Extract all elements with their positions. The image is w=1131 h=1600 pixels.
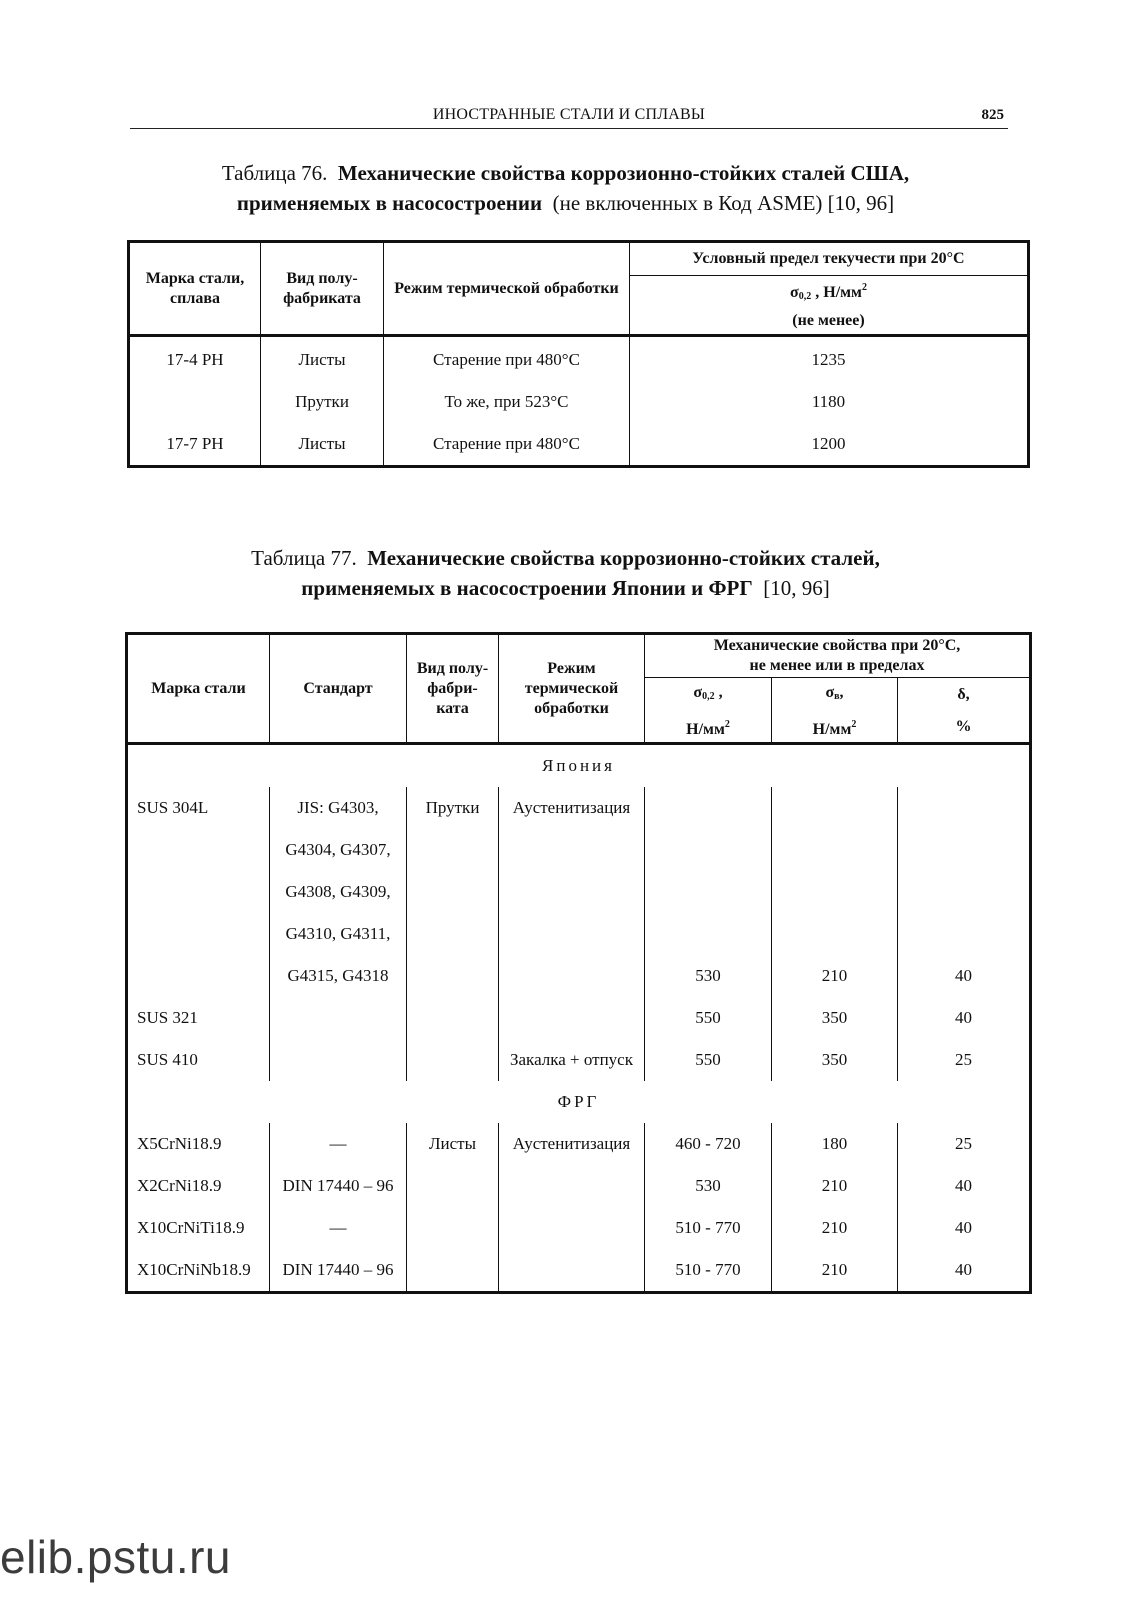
cell-grade: X5CrNi18.9 xyxy=(127,1123,270,1165)
cell-treatment xyxy=(499,913,645,955)
cell-sigma02 xyxy=(645,829,772,871)
t77-header-unit-delta: % xyxy=(898,712,1031,744)
cell-product: Листы xyxy=(261,336,384,382)
cell-grade: X10CrNiTi18.9 xyxy=(127,1207,270,1249)
cell-sigma02: 510 - 770 xyxy=(645,1249,772,1293)
table77-caption xyxy=(0,543,1131,603)
t76-header-grade: Марка стали, сплава xyxy=(129,242,261,336)
section-row xyxy=(127,1081,1031,1123)
cell-standard: — xyxy=(270,1207,407,1249)
section-title-frg: ФРГ xyxy=(557,1092,600,1111)
table77-caption-prefix: Таблица 77. xyxy=(251,546,357,570)
t77-header-mech xyxy=(645,634,1031,678)
cell-grade: SUS 410 xyxy=(127,1039,270,1081)
table-row xyxy=(127,1123,1031,1165)
cell-treatment: Старение при 480°С xyxy=(384,336,630,382)
t77-header-standard: Стандарт xyxy=(270,634,407,744)
cell-standard: G4315, G4318 xyxy=(270,955,407,997)
unit-superscript: 2 xyxy=(724,718,730,730)
unit: Н/мм xyxy=(686,720,725,738)
cell-value: 1180 xyxy=(630,381,1029,423)
cell-value: 1235 xyxy=(630,336,1029,382)
t77-header-unit-sb xyxy=(772,712,898,744)
t77-header-mech-line2: не менее или в пределах xyxy=(749,657,925,674)
table-row xyxy=(129,381,1029,423)
cell-product xyxy=(407,997,499,1039)
table77-caption-tail: [10, 96] xyxy=(763,576,830,600)
cell-product xyxy=(407,1165,499,1207)
cell-treatment: Аустенитизация xyxy=(499,787,645,829)
cell-grade: X2CrNi18.9 xyxy=(127,1165,270,1207)
t76-header-yield: Условный предел текучести при 20°С xyxy=(630,242,1029,276)
t76-header-product: Вид полу-фабриката xyxy=(261,242,384,336)
table-row xyxy=(127,1249,1031,1293)
cell-sigma02: 510 - 770 xyxy=(645,1207,772,1249)
cell-sigma-b xyxy=(772,871,898,913)
table-row xyxy=(127,1039,1031,1081)
cell-standard: DIN 17440 – 96 xyxy=(270,1249,407,1293)
cell-sigma-b: 210 xyxy=(772,1207,898,1249)
t77-header-sb xyxy=(772,678,898,713)
table-row xyxy=(129,336,1029,382)
running-header xyxy=(130,104,1008,129)
cell-delta: 40 xyxy=(898,1165,1031,1207)
cell-grade: X10CrNiNb18.9 xyxy=(127,1249,270,1293)
t77-header-grade: Марка стали xyxy=(127,634,270,744)
cell-grade xyxy=(127,829,270,871)
cell-delta xyxy=(898,787,1031,829)
cell-delta xyxy=(898,829,1031,871)
t77-frg-rows xyxy=(127,1123,1031,1293)
cell-treatment xyxy=(499,955,645,997)
cell-sigma02: 530 xyxy=(645,1165,772,1207)
sigma-subscript: 0,2 xyxy=(798,290,812,302)
cell-standard: G4310, G4311, xyxy=(270,913,407,955)
cell-treatment xyxy=(499,1249,645,1293)
cell-delta xyxy=(898,871,1031,913)
cell-standard: G4304, G4307, xyxy=(270,829,407,871)
cell-sigma02: 550 xyxy=(645,1039,772,1081)
t77-japan-rows xyxy=(127,787,1031,1081)
table-row xyxy=(127,997,1031,1039)
cell-standard: — xyxy=(270,1123,407,1165)
cell-sigma-b: 210 xyxy=(772,1165,898,1207)
table-row xyxy=(127,829,1031,871)
cell-treatment xyxy=(499,871,645,913)
section-row xyxy=(127,744,1031,788)
cell-treatment: Старение при 480°С xyxy=(384,423,630,467)
cell-treatment xyxy=(499,1165,645,1207)
t77-body-frg xyxy=(127,1081,1031,1123)
cell-grade: 17-7 PH xyxy=(129,423,261,467)
cell-standard xyxy=(270,997,407,1039)
section-title-japan: Япония xyxy=(542,756,615,775)
cell-sigma-b: 210 xyxy=(772,955,898,997)
cell-product xyxy=(407,1207,499,1249)
table76-caption xyxy=(0,158,1131,218)
table-row xyxy=(127,1207,1031,1249)
cell-sigma-b xyxy=(772,787,898,829)
cell-treatment: То же, при 523°С xyxy=(384,381,630,423)
t76-header-sigma xyxy=(630,276,1029,309)
t77-header-s02 xyxy=(645,678,772,713)
cell-treatment: Закалка + отпуск xyxy=(499,1039,645,1081)
cell-standard: G4308, G4309, xyxy=(270,871,407,913)
page-number: 825 xyxy=(981,107,1004,123)
watermark: elib.pstu.ru xyxy=(0,1531,232,1583)
sigma-subscript: в xyxy=(834,691,840,702)
cell-standard: JIS: G4303, xyxy=(270,787,407,829)
cell-grade xyxy=(127,871,270,913)
cell-product xyxy=(407,955,499,997)
table76-caption-title-1: Механические свойства коррозионно-стойких сталей США, xyxy=(337,161,910,185)
cell-treatment: Аустенитизация xyxy=(499,1123,645,1165)
table-76 xyxy=(127,240,1030,468)
cell-delta: 25 xyxy=(898,1123,1031,1165)
table76-caption-tail: (не включенных в Код ASME) [10, 96] xyxy=(552,191,895,215)
cell-sigma-b: 180 xyxy=(772,1123,898,1165)
cell-treatment xyxy=(499,1207,645,1249)
cell-delta xyxy=(898,913,1031,955)
unit-superscript: 2 xyxy=(851,718,857,730)
comma: , xyxy=(839,684,844,701)
cell-sigma-b xyxy=(772,913,898,955)
table77-caption-title-2: применяемых в насосостроении Японии и ФРГ xyxy=(301,576,753,600)
cell-grade: 17-4 PH xyxy=(129,336,261,382)
cell-standard: DIN 17440 – 96 xyxy=(270,1165,407,1207)
table76-caption-prefix: Таблица 76. xyxy=(221,161,328,185)
table-row xyxy=(127,871,1031,913)
t77-header-mech-line1: Механические свойства при 20°С, xyxy=(713,637,961,654)
cell-sigma-b: 350 xyxy=(772,997,898,1039)
cell-grade: SUS 304L xyxy=(127,787,270,829)
cell-delta: 25 xyxy=(898,1039,1031,1081)
sigma-symbol: σ xyxy=(790,283,799,301)
table-row xyxy=(127,1165,1031,1207)
cell-treatment xyxy=(499,997,645,1039)
sigma-subscript: 0,2 xyxy=(702,691,715,702)
cell-standard xyxy=(270,1039,407,1081)
cell-grade: SUS 321 xyxy=(127,997,270,1039)
cell-sigma02: 550 xyxy=(645,997,772,1039)
cell-grade xyxy=(127,913,270,955)
cell-treatment xyxy=(499,829,645,871)
cell-delta: 40 xyxy=(898,1249,1031,1293)
t76-header-min-note: (не менее) xyxy=(630,308,1029,336)
cell-delta: 40 xyxy=(898,997,1031,1039)
t77-body-japan xyxy=(127,744,1031,788)
cell-product: Листы xyxy=(407,1123,499,1165)
cell-product xyxy=(407,1249,499,1293)
t77-header-delta: δ, xyxy=(898,678,1031,713)
table-77 xyxy=(125,632,1032,1294)
cell-product xyxy=(407,913,499,955)
cell-product: Прутки xyxy=(407,787,499,829)
t77-header-product: Вид полу-фабри-ката xyxy=(407,634,499,744)
cell-sigma-b xyxy=(772,829,898,871)
cell-sigma02 xyxy=(645,787,772,829)
table-row xyxy=(129,423,1029,467)
unit: Н/мм xyxy=(812,720,852,738)
cell-sigma-b: 350 xyxy=(772,1039,898,1081)
t77-header-unit-s02 xyxy=(645,712,772,744)
cell-sigma02: 530 xyxy=(645,955,772,997)
cell-grade xyxy=(129,381,261,423)
sigma-unit: , Н/мм xyxy=(811,283,862,301)
cell-sigma02 xyxy=(645,871,772,913)
cell-sigma02 xyxy=(645,913,772,955)
cell-product xyxy=(407,829,499,871)
t77-header-treatment: Режим термической обработки xyxy=(499,634,645,744)
table77-caption-title-1: Механические свойства коррозионно-стойких сталей, xyxy=(367,546,880,570)
cell-grade xyxy=(127,955,270,997)
cell-delta: 40 xyxy=(898,1207,1031,1249)
cell-product: Прутки xyxy=(261,381,384,423)
t76-header-treatment: Режим термической обработки xyxy=(384,242,630,336)
comma: , xyxy=(714,684,723,701)
table-row xyxy=(127,787,1031,829)
cell-delta: 40 xyxy=(898,955,1031,997)
cell-product: Листы xyxy=(261,423,384,467)
cell-sigma02: 460 - 720 xyxy=(645,1123,772,1165)
sigma-symbol: σ xyxy=(693,684,703,701)
table76-caption-title-2: применяемых в насосостроении xyxy=(236,191,543,215)
unit-superscript: 2 xyxy=(861,281,867,293)
cell-product xyxy=(407,1039,499,1081)
cell-value: 1200 xyxy=(630,423,1029,467)
cell-sigma-b: 210 xyxy=(772,1249,898,1293)
sigma-symbol: σ xyxy=(825,684,835,701)
table-row xyxy=(127,913,1031,955)
cell-product xyxy=(407,871,499,913)
running-title: ИНОСТРАННЫЕ СТАЛИ И СПЛАВЫ xyxy=(432,106,706,123)
table-row xyxy=(127,955,1031,997)
